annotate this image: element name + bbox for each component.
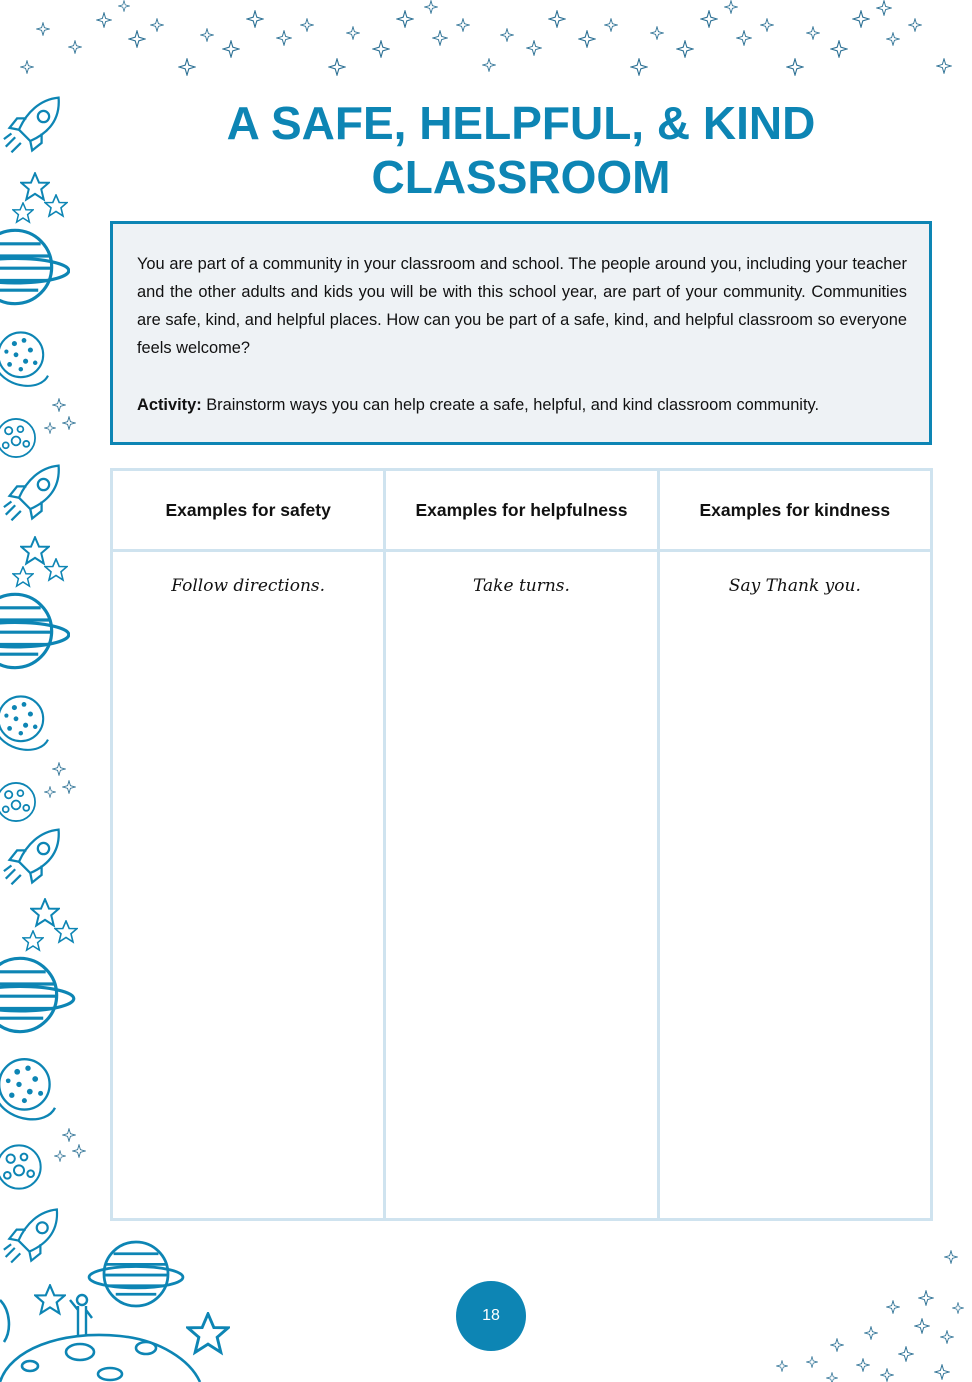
title-line-2: CLASSROOM xyxy=(371,151,671,203)
bottom-left-scene xyxy=(0,1242,228,1382)
example-safety[interactable]: Follow directions. xyxy=(112,551,385,1220)
moon-surface xyxy=(0,1300,200,1382)
intro-paragraph: You are part of a community in your classroom and school. The people around you, including your teacher and the other adults and kids you will be with this school year, are part of your community. Communities are safe, kind, and helpful places. How can you be part of a safe, kind, and helpful classroom so everyone feels welcome? xyxy=(137,255,907,357)
example-helpfulness[interactable]: Take turns. xyxy=(385,551,658,1220)
top-stars xyxy=(21,1,952,76)
intro-box xyxy=(110,221,932,445)
bottom-right-stars xyxy=(777,1251,964,1382)
table-header-row xyxy=(112,470,932,551)
title-line-1: A SAFE, HELPFUL, & KIND xyxy=(226,97,816,149)
activity-text: Brainstorm ways you can help create a safe, helpful, and kind classroom community. xyxy=(201,396,820,414)
page-title xyxy=(110,96,932,204)
examples-table xyxy=(110,468,933,1221)
table-row xyxy=(112,551,932,1220)
header-helpfulness: Examples for helpfulness xyxy=(385,470,658,551)
left-border-pattern xyxy=(0,98,85,1263)
page-number: 18 xyxy=(456,1281,526,1351)
activity-label: Activity: xyxy=(137,396,202,414)
header-kindness: Examples for kindness xyxy=(658,470,931,551)
header-safety: Examples for safety xyxy=(112,470,385,551)
example-kindness[interactable]: Say Thank you. xyxy=(658,551,931,1220)
astronaut-icon xyxy=(70,1295,92,1336)
activity-instruction xyxy=(137,391,907,419)
